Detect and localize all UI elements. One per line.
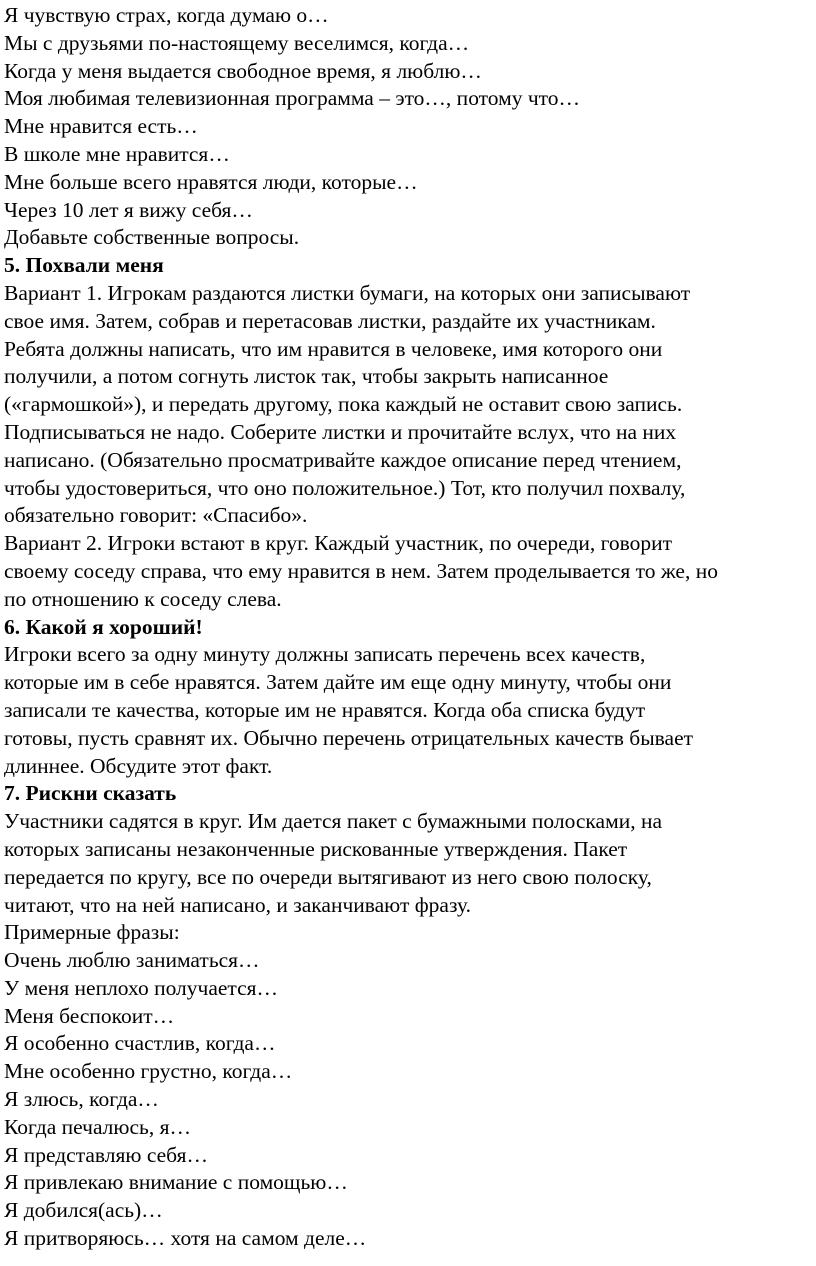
intro-line: Моя любимая телевизионная программа – это…, потому что… [4,86,581,111]
text-line: Подписываться не надо. Соберите листки и прочитайте вслух, что на них [4,419,677,444]
intro-line: Я чувствую страх, когда думаю о… [4,3,329,27]
example-phrase: Я притворяюсь… хотя на самом деле… [4,1226,367,1251]
text-line: свое имя. Затем, собрав и перетасовав листки, раздайте их участникам. [4,308,656,333]
examples-label: Примерные фразы: [4,920,180,945]
text-line: написано. (Обязательно просматривайте каждое описание перед чтением, [4,447,682,472]
example-phrase: Я добился(ась)… [4,1198,163,1223]
text-line: своему соседу справа, что ему нравится в нем. Затем проделывается то же, но [4,558,718,583]
text-line: Игроки всего за одну минуту должны записать перечень всех качеств, [4,642,646,667]
text-line: Вариант 2. Игроки встают в круг. Каждый участник, по очереди, говорит [4,531,673,556]
text-line: по отношению к соседу слева. [4,586,282,611]
text-line: готовы, пусть сравнят их. Обычно перечень отрицательных качеств бывает [4,725,694,750]
text-line: длиннее. Обсудите этот факт. [4,753,273,778]
intro-line: Мне нравится есть… [4,114,198,139]
intro-questions [4,2,814,252]
intro-line: В школе мне нравится… [4,141,230,166]
document-page [4,2,814,1253]
intro-line: Мне больше всего нравятся люди, которые… [4,169,418,194]
intro-line: Добавьте собственные вопросы. [4,225,300,250]
section-5-heading: 5. Похвали меня [4,253,164,278]
section-6-body [4,641,814,780]
text-line: Участники садятся в круг. Им дается пакет с бумажными полосками, на [4,809,662,834]
text-line: записали те качества, которые им не нравятся. Когда оба списка будут [4,697,646,722]
section-6-heading: 6. Какой я хороший! [4,614,203,639]
example-phrase: Когда печалюсь, я… [4,1114,191,1139]
intro-line: Мы с друзьями по-настоящему веселимся, когда… [4,30,470,55]
section-7-heading: 7. Рискни сказать [4,781,177,806]
intro-line: Через 10 лет я вижу себя… [4,197,253,222]
example-phrase: Мне особенно грустно, когда… [4,1059,293,1084]
example-phrase: Очень люблю заниматься… [4,948,260,973]
text-line: передается по кругу, все по очереди вытягивают из него свою полоску, [4,864,652,889]
text-line: («гармошкой»), и передать другому, пока каждый не оставит свою запись. [4,392,683,417]
example-phrases-list [4,947,814,1253]
section-5-variant-2 [4,530,814,613]
example-phrase: Я привлекаю внимание с помощью… [4,1170,348,1195]
text-line: которые им в себе нравятся. Затем дайте им еще одну минуту, чтобы они [4,670,672,695]
example-phrase: Я особенно счастлив, когда… [4,1031,276,1056]
text-line: Вариант 1. Игрокам раздаются листки бумаги, на которых они записывают [4,280,691,305]
text-line: получили, а потом согнуть листок так, чтобы закрыть написанное [4,364,609,389]
section-7-body [4,808,814,919]
example-phrase: У меня неплохо получается… [4,975,279,1000]
example-phrase: Я злюсь, когда… [4,1087,159,1112]
text-line: Ребята должны написать, что им нравится в человеке, имя которого они [4,336,663,361]
example-phrase: Меня беспокоит… [4,1003,175,1028]
text-line: читают, что на ней написано, и заканчивают фразу. [4,892,471,917]
text-line: которых записаны незаконченные рискованные утверждения. Пакет [4,836,628,861]
text-line: чтобы удостовериться, что оно положительное.) Тот, кто получил похвалу, [4,475,686,500]
intro-line: Когда у меня выдается свободное время, я люблю… [4,58,482,83]
example-phrase: Я представляю себя… [4,1142,208,1167]
text-line: обязательно говорит: «Спасибо». [4,503,308,528]
section-5-variant-1 [4,280,814,530]
